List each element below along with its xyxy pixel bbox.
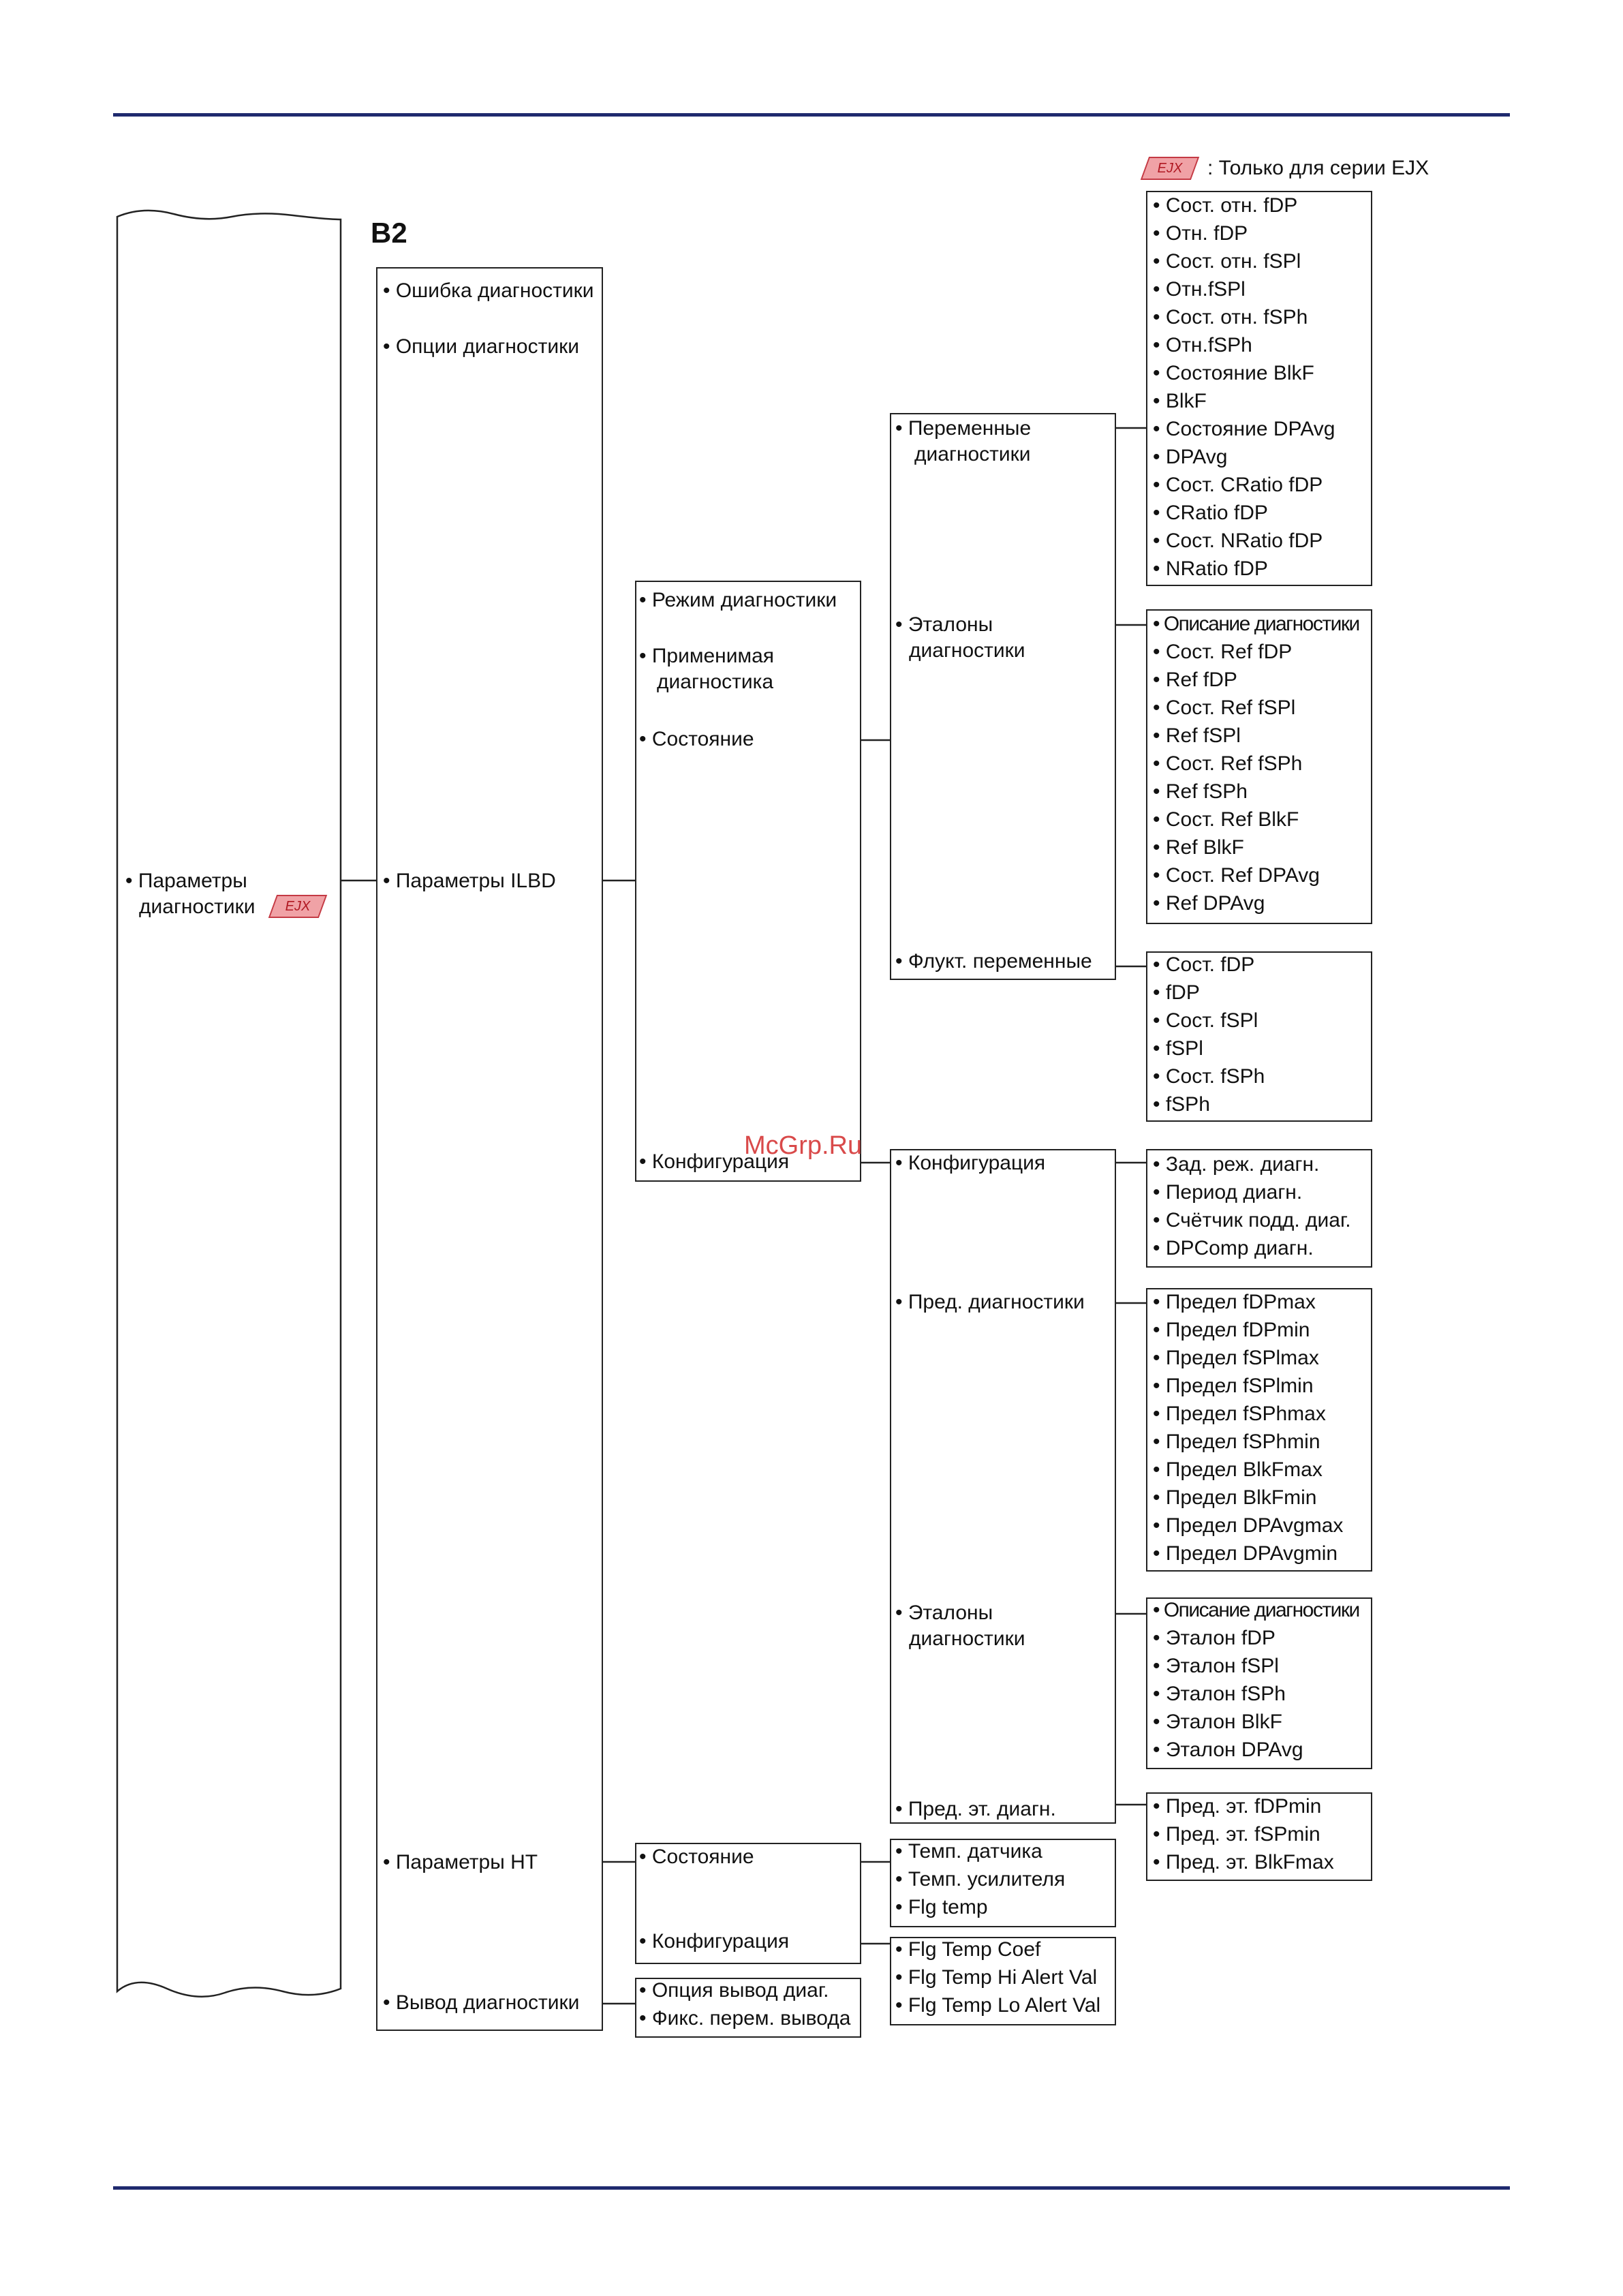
list-item[interactable]: • Счётчик подд. диаг.: [1153, 1209, 1351, 1231]
list-item[interactable]: • Ref BlkF: [1153, 836, 1244, 859]
menu-item-ref-limits[interactable]: • Пред. эт. диагн.: [895, 1798, 1056, 1820]
list-item[interactable]: • Flg Temp Lo Alert Val: [895, 1994, 1101, 2017]
menu-item-variables-line1[interactable]: • Переменные: [895, 417, 1032, 440]
list-item[interactable]: • Эталон fDP: [1153, 1627, 1276, 1649]
menu-item-configuration[interactable]: • Конфигурация: [639, 1150, 790, 1173]
list-item[interactable]: • Период диагн.: [1153, 1181, 1303, 1204]
list-item[interactable]: • Зад. реж. диагн.: [1153, 1153, 1320, 1176]
root-label-line2[interactable]: диагностики: [139, 896, 256, 918]
root-label-line1[interactable]: • Параметры: [125, 870, 247, 892]
ejx-badge-root: EJX: [268, 895, 327, 918]
watermark: McGrp.Ru: [744, 1131, 863, 1160]
section-title: B2: [371, 217, 407, 249]
list-item[interactable]: • Фикс. перем. вывода: [639, 2007, 851, 2030]
list-item[interactable]: • Эталон fSPl: [1153, 1655, 1279, 1677]
list-item[interactable]: • Отн.fSPl: [1153, 278, 1246, 301]
menu-item-status[interactable]: • Состояние: [639, 728, 754, 750]
list-item[interactable]: • Состояние DPAvg: [1153, 418, 1335, 440]
list-item[interactable]: • NRatio fDP: [1153, 557, 1268, 580]
menu-item-ilbd-params[interactable]: • Параметры ILBD: [383, 870, 556, 892]
list-item[interactable]: • Темп. усилителя: [895, 1868, 1066, 1891]
list-item[interactable]: • Предел fSPlmin: [1153, 1375, 1314, 1397]
menu-item-applicable-line2[interactable]: диагностика: [657, 671, 774, 693]
list-item[interactable]: • Сост. fDP: [1153, 953, 1255, 976]
list-item[interactable]: • Предел BlkFmin: [1153, 1486, 1317, 1509]
menu-item-diag-limits[interactable]: • Пред. диагностики: [895, 1291, 1085, 1313]
list-item[interactable]: • Эталон BlkF: [1153, 1711, 1282, 1733]
list-item[interactable]: • Сост. Ref DPAvg: [1153, 864, 1320, 887]
list-item[interactable]: • fSPh: [1153, 1093, 1210, 1116]
list-item[interactable]: • fDP: [1153, 981, 1200, 1004]
list-item[interactable]: • Эталон DPAvg: [1153, 1739, 1303, 1761]
legend-text: : Только для серии EJX: [1207, 157, 1429, 179]
list-item[interactable]: • Отн.fSPh: [1153, 334, 1252, 356]
list-item[interactable]: • Отн. fDP: [1153, 222, 1248, 245]
list-item[interactable]: • Flg Temp Coef: [895, 1938, 1041, 1961]
menu-item-diag-mode[interactable]: • Режим диагностики: [639, 589, 837, 611]
list-item[interactable]: • Ref DPAvg: [1153, 892, 1265, 915]
menu-item-fluct-vars[interactable]: • Флукт. переменные: [895, 950, 1092, 973]
list-item[interactable]: • Ref fDP: [1153, 669, 1237, 691]
list-item[interactable]: • Сост. fSPh: [1153, 1065, 1265, 1088]
list-item[interactable]: • Состояние BlkF: [1153, 362, 1314, 384]
menu-item-ht-params[interactable]: • Параметры HT: [383, 1851, 538, 1873]
list-item[interactable]: • Темп. датчика: [895, 1840, 1042, 1863]
list-item[interactable]: • Ref fSPh: [1153, 780, 1248, 803]
list-item[interactable]: • Сост. отн. fSPh: [1153, 306, 1308, 328]
menu-item-variables-line2[interactable]: диагностики: [914, 443, 1031, 465]
list-item[interactable]: • Опция вывод диаг.: [639, 1979, 829, 2002]
list-item[interactable]: • Flg Temp Hi Alert Val: [895, 1966, 1098, 1989]
list-item[interactable]: • Пред. эт. BlkFmax: [1153, 1851, 1334, 1873]
level1-menu-box: [376, 267, 603, 2031]
list-item[interactable]: • Описание диагностики: [1153, 1599, 1359, 1621]
list-item[interactable]: • Пред. эт. fSPmin: [1153, 1823, 1320, 1846]
list-item[interactable]: • Описание диагностики: [1153, 613, 1359, 635]
list-item[interactable]: • DPAvg: [1153, 446, 1228, 468]
list-item[interactable]: • Предел DPAvgmin: [1153, 1542, 1338, 1565]
list-item[interactable]: • CRatio fDP: [1153, 502, 1268, 524]
list-item[interactable]: • fSPl: [1153, 1037, 1203, 1060]
list-item[interactable]: • Пред. эт. fDPmin: [1153, 1795, 1322, 1818]
list-item[interactable]: • DPComp диагн.: [1153, 1237, 1314, 1259]
menu-item-diag-error[interactable]: • Ошибка диагностики: [383, 279, 594, 302]
ejx-badge-legend: EJX: [1141, 157, 1199, 180]
status-menu-box: [890, 413, 1116, 980]
root-scroll-shape: [117, 211, 341, 1997]
config-menu-box: [890, 1149, 1116, 1824]
menu-item-diag-options[interactable]: • Опции диагностики: [383, 335, 579, 358]
menu-item-refs-line2[interactable]: диагностики: [909, 639, 1025, 662]
list-item[interactable]: • Предел fSPlmax: [1153, 1347, 1319, 1369]
list-item[interactable]: • Сост. Ref fSPh: [1153, 752, 1303, 775]
menu-item-ht-config[interactable]: • Конфигурация: [639, 1930, 790, 1953]
list-item[interactable]: • Сост. отн. fDP: [1153, 194, 1298, 217]
list-item[interactable]: • Сост. Ref fSPl: [1153, 697, 1296, 719]
list-item[interactable]: • Предел BlkFmax: [1153, 1458, 1323, 1481]
menu-item-config-refs-line1[interactable]: • Эталоны: [895, 1602, 993, 1624]
menu-item-diag-output[interactable]: • Вывод диагностики: [383, 1991, 580, 2014]
list-item[interactable]: • Flg temp: [895, 1896, 988, 1918]
menu-item-applicable-line1[interactable]: • Применимая: [639, 645, 775, 667]
list-item[interactable]: • Эталон fSPh: [1153, 1683, 1286, 1705]
menu-item-ht-status[interactable]: • Состояние: [639, 1846, 754, 1868]
menu-item-config-sub[interactable]: • Конфигурация: [895, 1152, 1046, 1174]
list-item[interactable]: • Предел fDPmax: [1153, 1291, 1316, 1313]
list-item[interactable]: • Предел DPAvgmax: [1153, 1514, 1344, 1537]
list-item[interactable]: • Сост. fSPl: [1153, 1009, 1258, 1032]
menu-item-refs-line1[interactable]: • Эталоны: [895, 613, 993, 636]
list-item[interactable]: • Сост. CRatio fDP: [1153, 474, 1323, 496]
list-item[interactable]: • BlkF: [1153, 390, 1207, 412]
list-item[interactable]: • Сост. отн. fSPl: [1153, 250, 1301, 273]
list-item[interactable]: • Сост. NRatio fDP: [1153, 530, 1323, 552]
list-item[interactable]: • Предел fSPhmin: [1153, 1430, 1320, 1453]
menu-item-config-refs-line2[interactable]: диагностики: [909, 1627, 1025, 1650]
list-item[interactable]: • Ref fSPl: [1153, 724, 1241, 747]
list-item[interactable]: • Сост. Ref BlkF: [1153, 808, 1299, 831]
list-item[interactable]: • Предел fSPhmax: [1153, 1403, 1326, 1425]
list-item[interactable]: • Предел fDPmin: [1153, 1319, 1310, 1341]
list-item[interactable]: • Сост. Ref fDP: [1153, 641, 1293, 663]
